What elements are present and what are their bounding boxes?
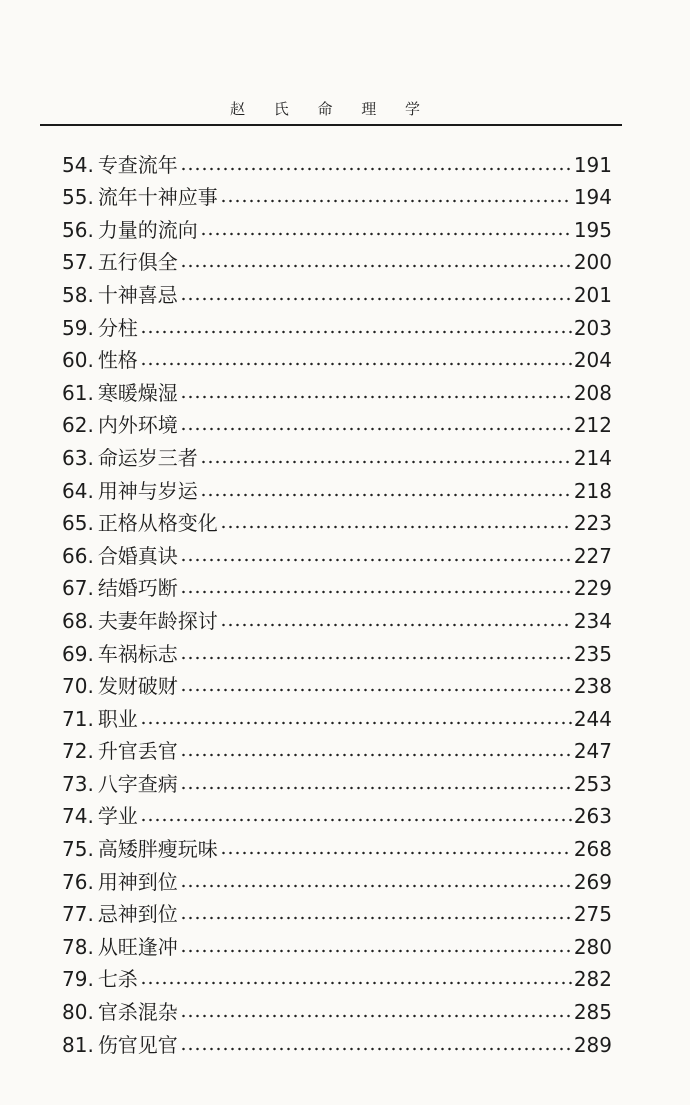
- toc-entry-number: 73.: [62, 771, 94, 796]
- toc-entry-page: 214: [573, 445, 612, 470]
- page-header: [40, 96, 622, 126]
- table-of-contents: [62, 144, 612, 1057]
- toc-entry-number: 80.: [62, 1000, 94, 1025]
- toc-entry-title: 内外环境: [97, 413, 178, 438]
- toc-entry-number: 61.: [62, 380, 94, 405]
- toc-entry: [62, 731, 612, 764]
- toc-entry-title: 正格从格变化: [97, 511, 218, 536]
- toc-entry: [62, 959, 612, 992]
- toc-entry: [62, 1024, 612, 1057]
- toc-entry-number: 68.: [62, 608, 94, 633]
- toc-entry-number: 76.: [62, 869, 94, 894]
- dot-leader: [200, 493, 572, 497]
- toc-entry-number: 71.: [62, 706, 94, 731]
- toc-entry-title: 升官丢官: [97, 739, 178, 764]
- dot-leader: [220, 525, 572, 529]
- toc-entry-page: 234: [573, 608, 612, 633]
- toc-entry-title: 高矮胖瘦玩味: [97, 837, 218, 862]
- toc-entry: [62, 991, 612, 1024]
- dot-leader: [140, 981, 572, 985]
- toc-entry-title: 伤官见官: [97, 1032, 178, 1057]
- toc-entry-number: 67.: [62, 576, 94, 601]
- toc-entry-title: 寒暖燥湿: [97, 380, 178, 405]
- toc-entry: [62, 503, 612, 536]
- toc-entry-number: 60.: [62, 348, 94, 373]
- toc-entry-title: 命运岁三者: [97, 445, 198, 470]
- dot-leader: [180, 884, 572, 888]
- toc-entry-number: 72.: [62, 739, 94, 764]
- toc-entry: [62, 926, 612, 959]
- dot-leader: [180, 688, 572, 692]
- toc-entry-page: 247: [573, 739, 612, 764]
- dot-leader: [180, 427, 572, 431]
- toc-entry-page: 195: [573, 217, 612, 242]
- toc-entry-number: 65.: [62, 511, 94, 536]
- toc-entry-number: 58.: [62, 282, 94, 307]
- dot-leader: [180, 297, 572, 301]
- dot-leader: [140, 330, 572, 334]
- dot-leader: [220, 199, 572, 203]
- toc-entry-number: 55.: [62, 185, 94, 210]
- toc-entry-page: 285: [573, 1000, 612, 1025]
- toc-entry: [62, 796, 612, 829]
- toc-entry: [62, 633, 612, 666]
- toc-entry: [62, 470, 612, 503]
- toc-entry-title: 八字查病: [97, 771, 178, 796]
- dot-leader: [180, 1014, 572, 1018]
- toc-entry-page: 208: [573, 380, 612, 405]
- toc-entry-page: 238: [573, 674, 612, 699]
- toc-entry-number: 54.: [62, 152, 94, 177]
- toc-entry-page: 269: [573, 869, 612, 894]
- toc-entry-title: 从旺逢冲: [97, 934, 178, 959]
- toc-entry-title: 学业: [97, 804, 138, 829]
- dot-leader: [180, 1047, 572, 1051]
- toc-entry: [62, 666, 612, 699]
- dot-leader: [200, 460, 572, 464]
- toc-entry-title: 夫妻年龄探讨: [97, 608, 218, 633]
- dot-leader: [180, 949, 572, 953]
- toc-entry-number: 77.: [62, 902, 94, 927]
- dot-leader: [200, 232, 572, 236]
- toc-entry-page: 201: [573, 282, 612, 307]
- toc-entry: [62, 568, 612, 601]
- toc-entry-page: 200: [573, 250, 612, 275]
- toc-entry-title: 十神喜忌: [97, 282, 178, 307]
- toc-entry-page: 194: [573, 185, 612, 210]
- toc-entry-page: 227: [573, 543, 612, 568]
- toc-entry-page: 244: [573, 706, 612, 731]
- toc-entry-number: 81.: [62, 1032, 94, 1057]
- toc-entry-number: 74.: [62, 804, 94, 829]
- toc-entry-number: 57.: [62, 250, 94, 275]
- toc-entry-title: 分柱: [97, 315, 138, 340]
- toc-entry: [62, 307, 612, 340]
- toc-entry-page: 282: [573, 967, 612, 992]
- toc-entry-number: 69.: [62, 641, 94, 666]
- dot-leader: [180, 264, 572, 268]
- toc-entry: [62, 600, 612, 633]
- toc-entry-page: 223: [573, 511, 612, 536]
- dot-leader: [180, 590, 572, 594]
- toc-entry: [62, 763, 612, 796]
- toc-entry: [62, 405, 612, 438]
- dot-leader: [180, 395, 572, 399]
- toc-entry: [62, 828, 612, 861]
- toc-entry-page: 204: [573, 348, 612, 373]
- toc-entry-page: 280: [573, 934, 612, 959]
- dot-leader: [140, 818, 572, 822]
- toc-entry-page: 253: [573, 771, 612, 796]
- toc-entry-title: 官杀混杂: [97, 1000, 178, 1025]
- toc-entry-number: 56.: [62, 217, 94, 242]
- toc-entry-number: 79.: [62, 967, 94, 992]
- toc-entry-page: 263: [573, 804, 612, 829]
- toc-entry: [62, 177, 612, 210]
- toc-entry: [62, 372, 612, 405]
- dot-leader: [220, 623, 572, 627]
- toc-entry-title: 合婚真诀: [97, 543, 178, 568]
- toc-entry-number: 63.: [62, 445, 94, 470]
- dot-leader: [180, 656, 572, 660]
- dot-leader: [180, 167, 572, 171]
- dot-leader: [180, 786, 572, 790]
- book-title: 赵 氏 命 理 学: [229, 100, 433, 118]
- toc-entry-page: 275: [573, 902, 612, 927]
- toc-entry-page: 212: [573, 413, 612, 438]
- toc-entry-page: 203: [573, 315, 612, 340]
- toc-entry-title: 流年十神应事: [97, 185, 218, 210]
- toc-entry-page: 235: [573, 641, 612, 666]
- toc-entry: [62, 209, 612, 242]
- toc-entry-title: 职业: [97, 706, 138, 731]
- toc-entry-page: 268: [573, 837, 612, 862]
- toc-entry-number: 78.: [62, 934, 94, 959]
- toc-entry-page: 229: [573, 576, 612, 601]
- dot-leader: [180, 916, 572, 920]
- toc-entry-title: 发财破财: [97, 674, 178, 699]
- toc-entry-title: 性格: [97, 348, 138, 373]
- toc-entry-number: 75.: [62, 837, 94, 862]
- dot-leader: [140, 721, 572, 725]
- toc-entry-number: 62.: [62, 413, 94, 438]
- toc-entry: [62, 274, 612, 307]
- toc-entry-number: 59.: [62, 315, 94, 340]
- toc-entry: [62, 437, 612, 470]
- toc-entry: [62, 242, 612, 275]
- toc-entry-page: 218: [573, 478, 612, 503]
- toc-entry: [62, 894, 612, 927]
- dot-leader: [180, 753, 572, 757]
- toc-entry-title: 车祸标志: [97, 641, 178, 666]
- toc-entry-page: 191: [573, 152, 612, 177]
- toc-entry: [62, 144, 612, 177]
- dot-leader: [140, 362, 572, 366]
- toc-entry: [62, 698, 612, 731]
- toc-entry-title: 五行俱全: [97, 250, 178, 275]
- toc-entry-title: 用神到位: [97, 869, 178, 894]
- toc-entry-title: 用神与岁运: [97, 478, 198, 503]
- toc-entry-number: 70.: [62, 674, 94, 699]
- toc-entry-title: 七杀: [97, 967, 138, 992]
- toc-entry: [62, 535, 612, 568]
- toc-entry: [62, 861, 612, 894]
- toc-entry-title: 力量的流向: [97, 217, 198, 242]
- toc-entry: [62, 340, 612, 373]
- dot-leader: [220, 851, 572, 855]
- dot-leader: [180, 558, 572, 562]
- toc-entry-number: 64.: [62, 478, 94, 503]
- toc-entry-title: 忌神到位: [97, 902, 178, 927]
- toc-entry-page: 289: [573, 1032, 612, 1057]
- toc-entry-number: 66.: [62, 543, 94, 568]
- toc-entry-title: 专查流年: [97, 152, 178, 177]
- toc-entry-title: 结婚巧断: [97, 576, 178, 601]
